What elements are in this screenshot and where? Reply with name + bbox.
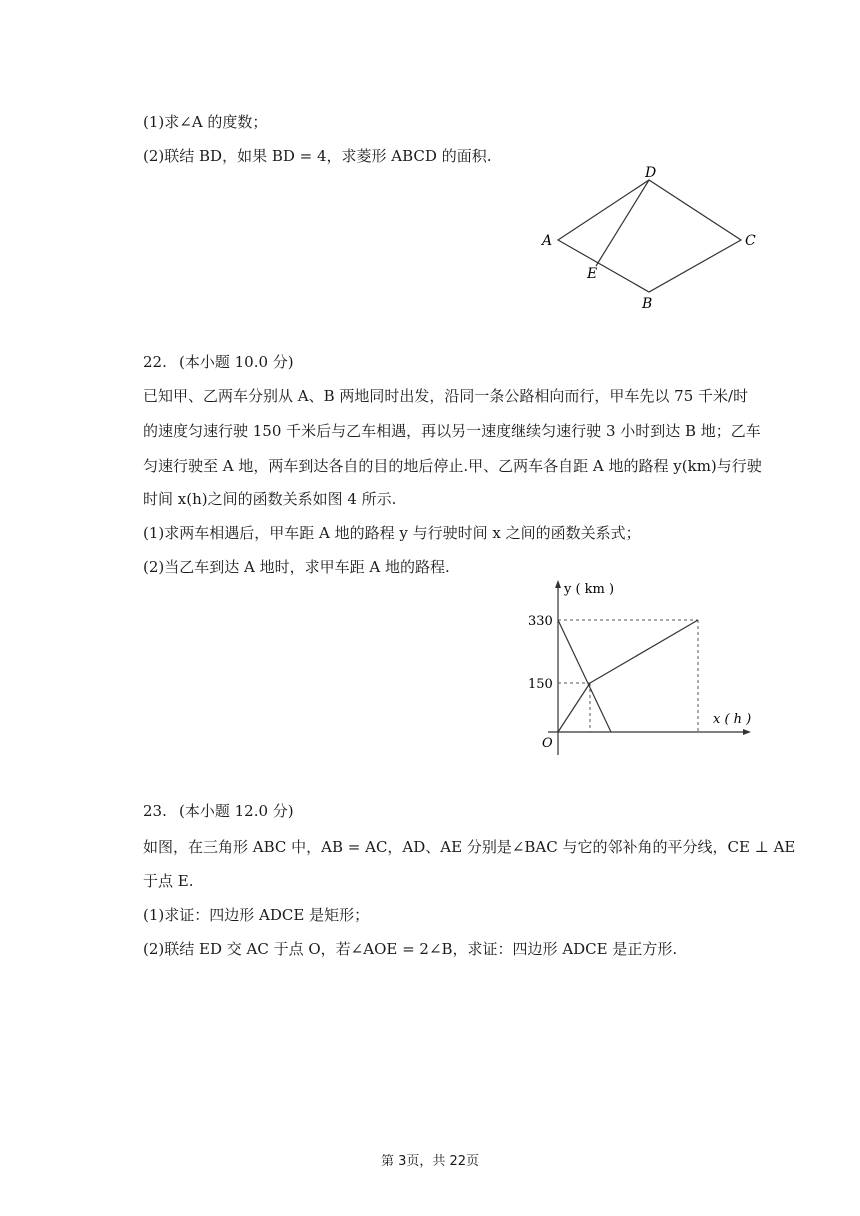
label-d: D [645,165,657,181]
y-axis-arrow [555,580,561,588]
segment-de [596,180,649,266]
q22-points: (本小题 10.0 分) [179,353,294,371]
page-footer: 第 3页，共 22页 [380,1154,480,1169]
x-axis-label: x ( h ) [713,712,752,727]
q23-number: 23. [143,802,167,820]
q23-text-line-2: 于点 E. [143,872,194,890]
rhombus-outline [558,180,741,292]
label-c: C [745,233,756,249]
distance-time-graph [520,575,770,765]
origin-label: O [542,736,553,751]
q21-part2: (2)联结 BD，如果 BD = 4，求菱形 ABCD 的面积. [143,147,492,165]
q22-number: 22. [143,353,167,371]
y-tick-150: 150 [528,677,553,692]
q23-text-line-1: 如图，在三角形 ABC 中，AB = AC，AD、AE 分别是∠BAC 与它的邻补角的平分线，CE ⊥ AE [143,838,796,856]
q23-points: (本小题 12.0 分) [179,802,294,820]
label-a: A [542,233,553,249]
q22-heading [143,352,294,372]
q21-part1: (1)求∠A 的度数； [143,113,268,131]
q22-text-line-2: 的速度匀速行驶 150 千米后与乙车相遇，再以另一速度继续匀速行驶 3 小时到达 B 地；乙车 [143,422,761,440]
q22-text-line-4: 时间 x(h)之间的函数关系如图 4 所示. [143,490,397,508]
q23-part1: (1)求证：四边形 ADCE 是矩形； [143,906,370,924]
car-jia-segment-1 [558,683,590,732]
q23-part2: (2)联结 ED 交 AC 于点 O，若∠AOE = 2∠B，求证：四边形 ADCE 是正方形. [143,940,678,958]
label-e: E [587,266,598,282]
label-b: B [642,296,653,312]
q22-text-line-1: 已知甲、乙两车分别从 A、B 两地同时出发，沿同一条公路相向而行，甲车先以 75 千米/时 [143,387,749,405]
q23-heading [143,801,294,821]
y-axis-label: y ( km ) [564,582,615,597]
car-jia-segment-2 [590,620,698,683]
rhombus-figure [530,165,770,315]
q22-part1: (1)求两车相遇后，甲车距 A 地的路程 y 与行驶时间 x 之间的函数关系式； [143,524,641,542]
q22-part2: (2)当乙车到达 A 地时，求甲车距 A 地的路程. [143,558,450,576]
q22-text-line-3: 匀速行驶至 A 地，两车到达各自的目的地后停止.甲、乙两车各自距 A 地的路程 y(km)与行驶 [143,457,762,475]
y-tick-330: 330 [528,614,553,629]
x-axis-arrow [743,729,751,735]
